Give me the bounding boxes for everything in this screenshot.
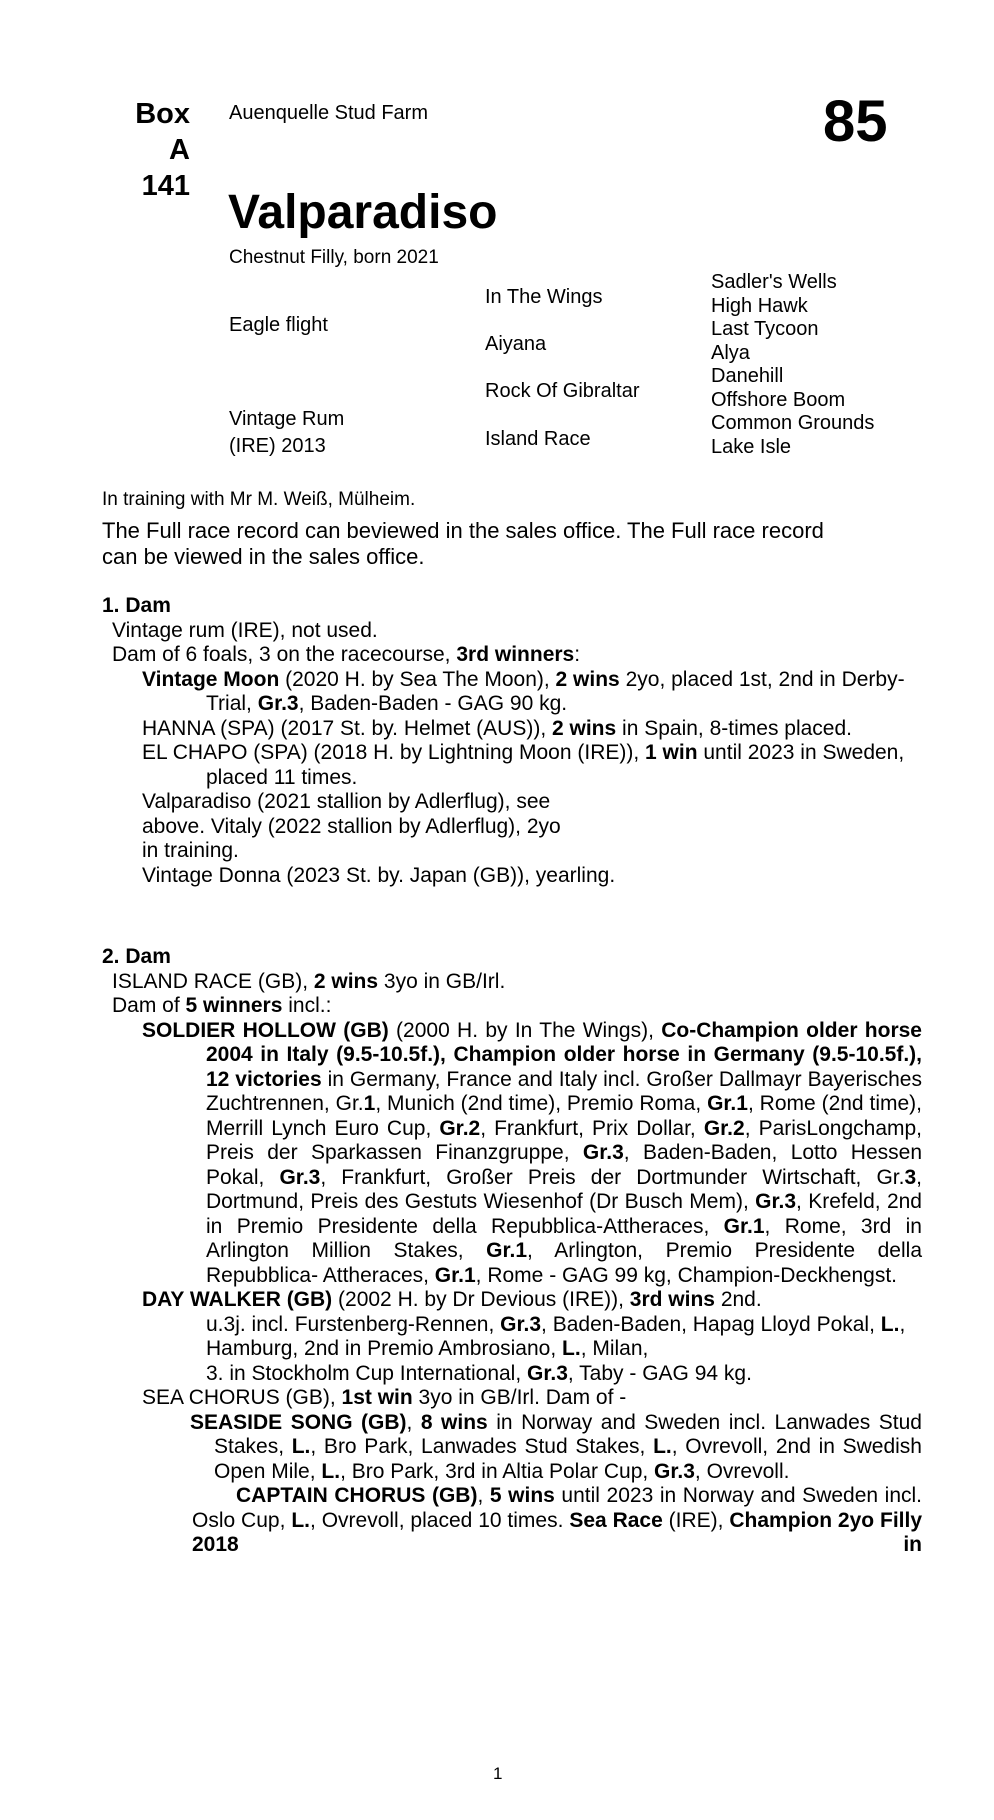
pedigree-gen2-item: Island Race bbox=[485, 428, 591, 450]
text-run: , Ovrevoll, 2nd in Swedish Open Mile, bbox=[214, 1435, 922, 1483]
text-run: 2 wins bbox=[552, 716, 617, 740]
text-run: 1 bbox=[363, 1092, 376, 1115]
text-run: , Ovrevoll. bbox=[694, 1459, 790, 1483]
text-run: 3rd winners bbox=[456, 643, 575, 666]
text-run: Gr.1 bbox=[434, 1263, 476, 1287]
text-run: , Baden-Baden - GAG 90 kg. bbox=[298, 692, 568, 715]
dam2-entry-sea-chorus bbox=[102, 1386, 922, 1411]
page-number: 1 bbox=[493, 1764, 503, 1783]
race-record-note: The Full race record can beviewed in the sales office. The Full race record can be viewed in the sales office. bbox=[102, 518, 824, 569]
pedigree-gen3-item: High Hawk bbox=[711, 294, 808, 317]
dam2-entry-day-walker bbox=[102, 1288, 922, 1313]
dam1-section bbox=[102, 594, 922, 888]
text-run: , Ovrevoll, placed 10 times. bbox=[309, 1508, 570, 1532]
lot-number: 85 bbox=[823, 89, 888, 154]
box-label bbox=[127, 96, 190, 204]
text-run: Gr.1 bbox=[486, 1239, 528, 1262]
horse-description: Chestnut Filly, born 2021 bbox=[229, 247, 439, 268]
offspring-name: DAY WALKER (GB) bbox=[142, 1288, 333, 1311]
pedigree-sire: Eagle flight bbox=[229, 314, 328, 336]
text-run: 3 bbox=[904, 1165, 917, 1189]
text-run: Sea Race bbox=[569, 1508, 663, 1532]
text-run: until 2023 in Sweden, placed 11 times. bbox=[206, 741, 905, 789]
text-run: , Frankfurt, Großer Preis der Dortmunder Wirtschaft, Gr. bbox=[320, 1165, 905, 1189]
text-run: Dam of 6 foals, 3 on the racecourse, bbox=[112, 643, 457, 666]
text-run: , Baden-Baden, Lotto Hessen Pokal, bbox=[206, 1141, 922, 1189]
dam1-entry bbox=[102, 668, 922, 717]
text-run: Champion 2yo Filly 2018 in bbox=[192, 1508, 922, 1556]
sea-chorus-offspring-captain-chorus bbox=[102, 1484, 922, 1558]
pedigree-gen3-item: Offshore Boom bbox=[711, 388, 846, 411]
dam2-section bbox=[102, 945, 922, 1558]
text-run: Gr.3 bbox=[582, 1141, 624, 1164]
text-run: , ParisLongchamp, Preis der Sparkassen Finanzgruppe, bbox=[206, 1116, 923, 1164]
text-line: above. Vitaly (2022 stallion by Adlerflug), 2yo bbox=[142, 814, 561, 838]
text-run: , Rome, 3rd in Arlington Million Stakes, bbox=[206, 1214, 922, 1262]
pedigree-gen3-item: Alya bbox=[711, 341, 750, 364]
pedigree-gen3-item: Danehill bbox=[711, 365, 784, 387]
text-run: L. bbox=[653, 1435, 672, 1458]
text-run: , Frankfurt, Prix Dollar, bbox=[480, 1116, 704, 1140]
text-run: : bbox=[574, 643, 581, 666]
pedigree-gen3-item: Common Grounds bbox=[711, 412, 875, 434]
text-line: Valparadiso (2021 stallion by Adlerflug), see bbox=[142, 790, 551, 813]
text-run: , Munich (2nd time), Premio Roma, bbox=[375, 1092, 708, 1115]
text-run: Gr.3 bbox=[500, 1312, 542, 1336]
text-run: Gr.3 bbox=[527, 1361, 568, 1385]
text-run: Co-Champion older horse 2004 in Italy (9.5-10.5f.), Champion older horse in Germany (9.5-10.5f.), 12 victories bbox=[206, 1018, 922, 1091]
text-run: in Spain, 8-times placed. bbox=[616, 716, 852, 740]
text-run: 3rd wins bbox=[629, 1288, 715, 1311]
text-run: Gr.1 bbox=[723, 1214, 765, 1238]
text-run: (2020 H. by Sea The Moon), bbox=[279, 667, 556, 691]
text-run: until 2023 in Norway and Sweden incl. Oslo Cup, bbox=[192, 1484, 923, 1532]
text-run: 2yo, placed 1st, 2nd in Derby-Trial, bbox=[206, 667, 905, 715]
text-run: , Baden-Baden, Hapag Lloyd Pokal, bbox=[541, 1312, 881, 1336]
box-line-2: A 141 bbox=[141, 134, 190, 202]
dam2-entry-soldier-hollow bbox=[102, 1019, 922, 1289]
text-run: L. bbox=[321, 1459, 341, 1483]
box-line-1: Box bbox=[135, 98, 190, 130]
dam1-entry bbox=[102, 790, 922, 864]
text-run: , Rome (2nd time), Merrill Lynch Euro Cup, bbox=[206, 1092, 922, 1140]
dam1-entry: Vintage Donna (2023 St. by. Japan (GB)), yearling. bbox=[142, 863, 616, 887]
offspring-name: CAPTAIN CHORUS (GB) bbox=[236, 1484, 478, 1507]
pedigree-gen3-item: Last Tycoon bbox=[711, 318, 819, 340]
text-run: Gr.3 bbox=[257, 692, 299, 715]
text-run: , Bro Park, 3rd in Altia Polar Cup, bbox=[340, 1459, 655, 1483]
text-run: 1st win bbox=[341, 1386, 413, 1409]
text-run: ISLAND RACE (GB), bbox=[112, 969, 314, 993]
dam1-line2 bbox=[102, 643, 922, 668]
text-run: L. bbox=[291, 1435, 311, 1458]
training-info: In training with Mr M. Weiß, Mülheim. bbox=[102, 489, 416, 510]
text-run: , bbox=[406, 1410, 421, 1434]
text-run: (2002 H. by Dr Devious (IRE)), bbox=[332, 1288, 630, 1311]
text-run: L. bbox=[562, 1337, 581, 1360]
day-walker-details bbox=[102, 1313, 922, 1362]
text-run: u.3j. incl. Furstenberg-Rennen, bbox=[206, 1312, 501, 1336]
pedigree-dam-line-2: (IRE) 2013 bbox=[229, 435, 326, 457]
dam1-heading: 1. Dam bbox=[102, 594, 171, 617]
text-run: (IRE), bbox=[662, 1508, 730, 1532]
dam2-line1 bbox=[102, 970, 922, 995]
dam1-entry bbox=[102, 717, 922, 742]
dam2-heading: 2. Dam bbox=[102, 945, 171, 968]
dam1-line1: Vintage rum (IRE), not used. bbox=[112, 618, 378, 642]
pedigree-gen2-item: Rock Of Gibraltar bbox=[485, 380, 640, 402]
text-run: , Arlington, Premio Presidente della Repubblica- Attheraces, bbox=[206, 1239, 922, 1287]
text-run: Gr.3 bbox=[654, 1459, 695, 1483]
text-run: , Hamburg, 2nd in Premio Ambrosiano, bbox=[206, 1312, 906, 1360]
text-run: Gr.1 bbox=[707, 1092, 748, 1115]
text-run: 2nd. bbox=[714, 1288, 762, 1311]
text-run: L. bbox=[291, 1508, 310, 1532]
text-run: Gr.2 bbox=[439, 1116, 481, 1140]
text-run: (2000 H. by In The Wings), bbox=[388, 1018, 662, 1042]
stud-farm: Auenquelle Stud Farm bbox=[229, 102, 429, 124]
horse-name: Valparadiso bbox=[228, 186, 498, 239]
text-run: Gr.3 bbox=[279, 1165, 321, 1189]
offspring-name: Vintage Moon bbox=[142, 667, 280, 691]
text-run: Gr.2 bbox=[703, 1116, 745, 1140]
offspring-name: SEASIDE SONG (GB) bbox=[190, 1410, 407, 1434]
text-run: incl.: bbox=[282, 994, 332, 1017]
pedigree-dam-line-1: Vintage Rum bbox=[229, 408, 345, 430]
text-run: 1 win bbox=[645, 741, 698, 764]
text-run: 2 wins bbox=[313, 969, 379, 993]
text-run: 3yo in GB/Irl. Dam of - bbox=[412, 1386, 627, 1409]
text-run: , Milan, bbox=[580, 1337, 649, 1360]
text-run: , Krefeld, 2nd in Premio Presidente della Repubblica-Attheraces, bbox=[206, 1190, 922, 1238]
text-run: 3yo in GB/Irl. bbox=[378, 969, 506, 993]
text-run: Dam of bbox=[112, 994, 186, 1017]
text-run: , Dortmund, Preis des Gestuts Wiesenhof (Dr Busch Mem), bbox=[206, 1165, 922, 1213]
text-run: 8 wins bbox=[420, 1410, 488, 1434]
day-walker-details bbox=[102, 1362, 922, 1387]
text-run: 5 winners bbox=[185, 994, 283, 1017]
dam2-line2 bbox=[102, 994, 922, 1019]
text-run: , Rome - GAG 99 kg, Champion-Deckhengst. bbox=[475, 1263, 898, 1287]
pedigree-gen3 bbox=[711, 271, 874, 459]
text-run: in Germany, France and Italy incl. Großer Dallmayr Bayerisches Zuchtrennen, Gr. bbox=[206, 1067, 922, 1115]
offspring-name: SOLDIER HOLLOW (GB) bbox=[142, 1018, 389, 1042]
text-run: Gr.3 bbox=[755, 1190, 797, 1213]
text-run: , bbox=[477, 1484, 490, 1507]
dam1-entry bbox=[102, 741, 922, 790]
text-run: , Bro Park, Lanwades Stud Stakes, bbox=[310, 1435, 654, 1458]
text-run: in Norway and Sweden incl. Lanwades Stud Stakes, bbox=[214, 1410, 922, 1458]
text-line: in training. bbox=[142, 839, 239, 862]
text-run: 3. in Stockholm Cup International, bbox=[206, 1361, 528, 1385]
pedigree-gen2-item: In The Wings bbox=[485, 286, 603, 308]
text-run: SEA CHORUS (GB), bbox=[142, 1386, 342, 1409]
text-run: EL CHAPO (SPA) (2018 H. by Lightning Moon (IRE)), bbox=[142, 741, 646, 764]
sea-chorus-offspring-seaside-song bbox=[102, 1411, 922, 1485]
text-run: L. bbox=[880, 1312, 900, 1336]
text-run: , Taby - GAG 94 kg. bbox=[567, 1361, 752, 1385]
pedigree-gen3-item: Sadler's Wells bbox=[711, 271, 837, 293]
pedigree-gen3-item: Lake Isle bbox=[711, 435, 792, 458]
text-run: 2 wins bbox=[555, 667, 620, 691]
text-run: 5 wins bbox=[489, 1484, 555, 1507]
pedigree-gen2-item: Aiyana bbox=[485, 333, 547, 355]
text-run: HANNA (SPA) (2017 St. by. Helmet (AUS)), bbox=[142, 716, 552, 740]
